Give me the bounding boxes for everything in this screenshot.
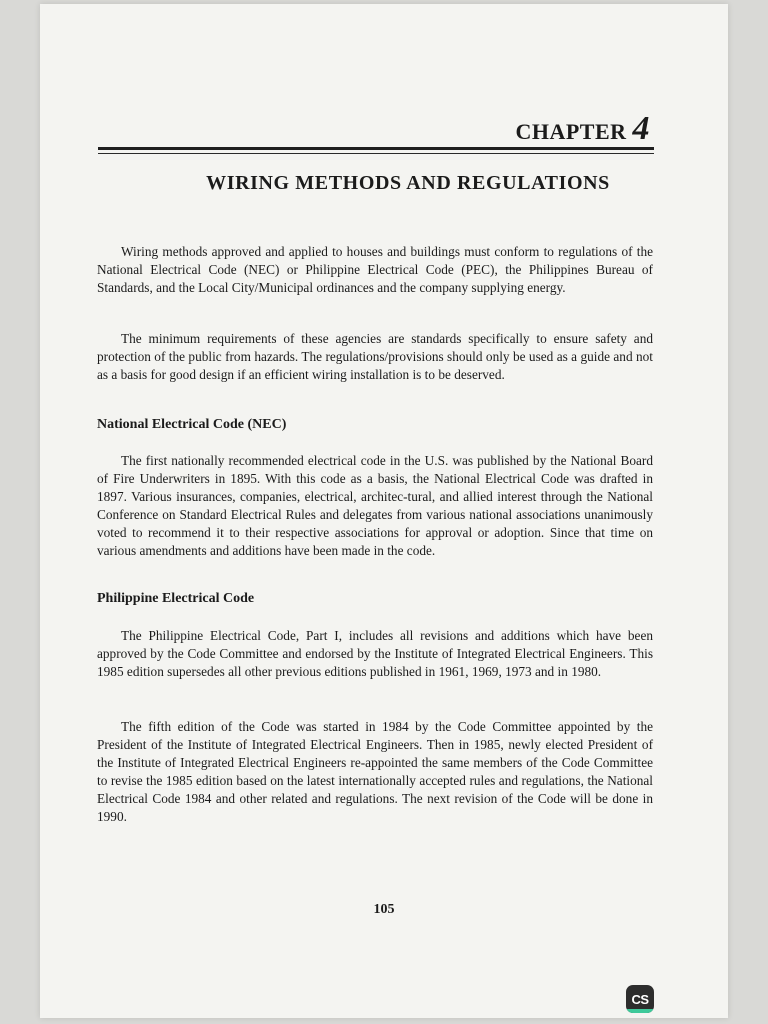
chapter-title: WIRING METHODS AND REGULATIONS	[206, 172, 610, 194]
page-number: 105	[373, 902, 395, 917]
pec-paragraph-2: The fifth edition of the Code was started in 1984 by the Code Committee appointed by the President of the Institute of Integrated Electrical Engineers. Then in 1985, newly elected President of the Institute of Integrated Electrical Engineers re-appointed the same members of the Code Committee to revise the 1985 edition based on the latest internationally accepted rules and regulations, the National Electrical Code 1984 and other related and regulations. The next revision of the Code will be done in 1990.	[97, 719, 653, 824]
heading-rule-thin	[98, 153, 654, 154]
section-heading-nec: National Electrical Code (NEC)	[97, 417, 287, 432]
pec-paragraph-1: The Philippine Electrical Code, Part I, includes all revisions and additions which have been approved by the Code Committee and endorsed by the Institute of Integrated Electrical Engineers. This 1985 edition supersedes all other previous editions published in 1961, 1969, 1973 and in 1980.	[97, 628, 653, 679]
nec-paragraph-1: The first nationally recommended electrical code in the U.S. was published by the National Board of Fire Underwriters in 1895. With this code as a basis, the National Electrical Code was drafted in 1897. Various insurances, companies, electrical, architec-tural, and allied interest through the National Conference on Standard Electrical Rules and delegates from various national associations unanimously voted to recommend it to their respective associations for approval or adoption. Since that time on various amendments and additions have been made in the code.	[97, 453, 653, 558]
camscanner-badge-stripe	[626, 1009, 654, 1013]
camscanner-badge-icon	[626, 985, 654, 1013]
intro-paragraph-1: Wiring methods approved and applied to houses and buildings must conform to regulations of the National Electrical Code (NEC) or Philippine Electrical Code (PEC), the Philippines Bureau of Standards, and the Local City/Municipal ordinances and the company supplying energy.	[97, 244, 653, 295]
camscanner-badge-text: CS	[631, 991, 649, 1007]
heading-rule-thick	[98, 147, 654, 150]
chapter-number: 4	[632, 110, 650, 147]
chapter-heading	[515, 110, 650, 148]
chapter-word: CHAPTER	[515, 119, 627, 144]
intro-paragraph-2: The minimum requirements of these agencies are standards specifically to ensure safety and protection of the public from hazards. The regulations/provisions should only be used as a guide and not as a basis for good design if an efficient wiring installation is to be deserved.	[97, 331, 653, 382]
section-heading-pec: Philippine Electrical Code	[97, 591, 255, 606]
